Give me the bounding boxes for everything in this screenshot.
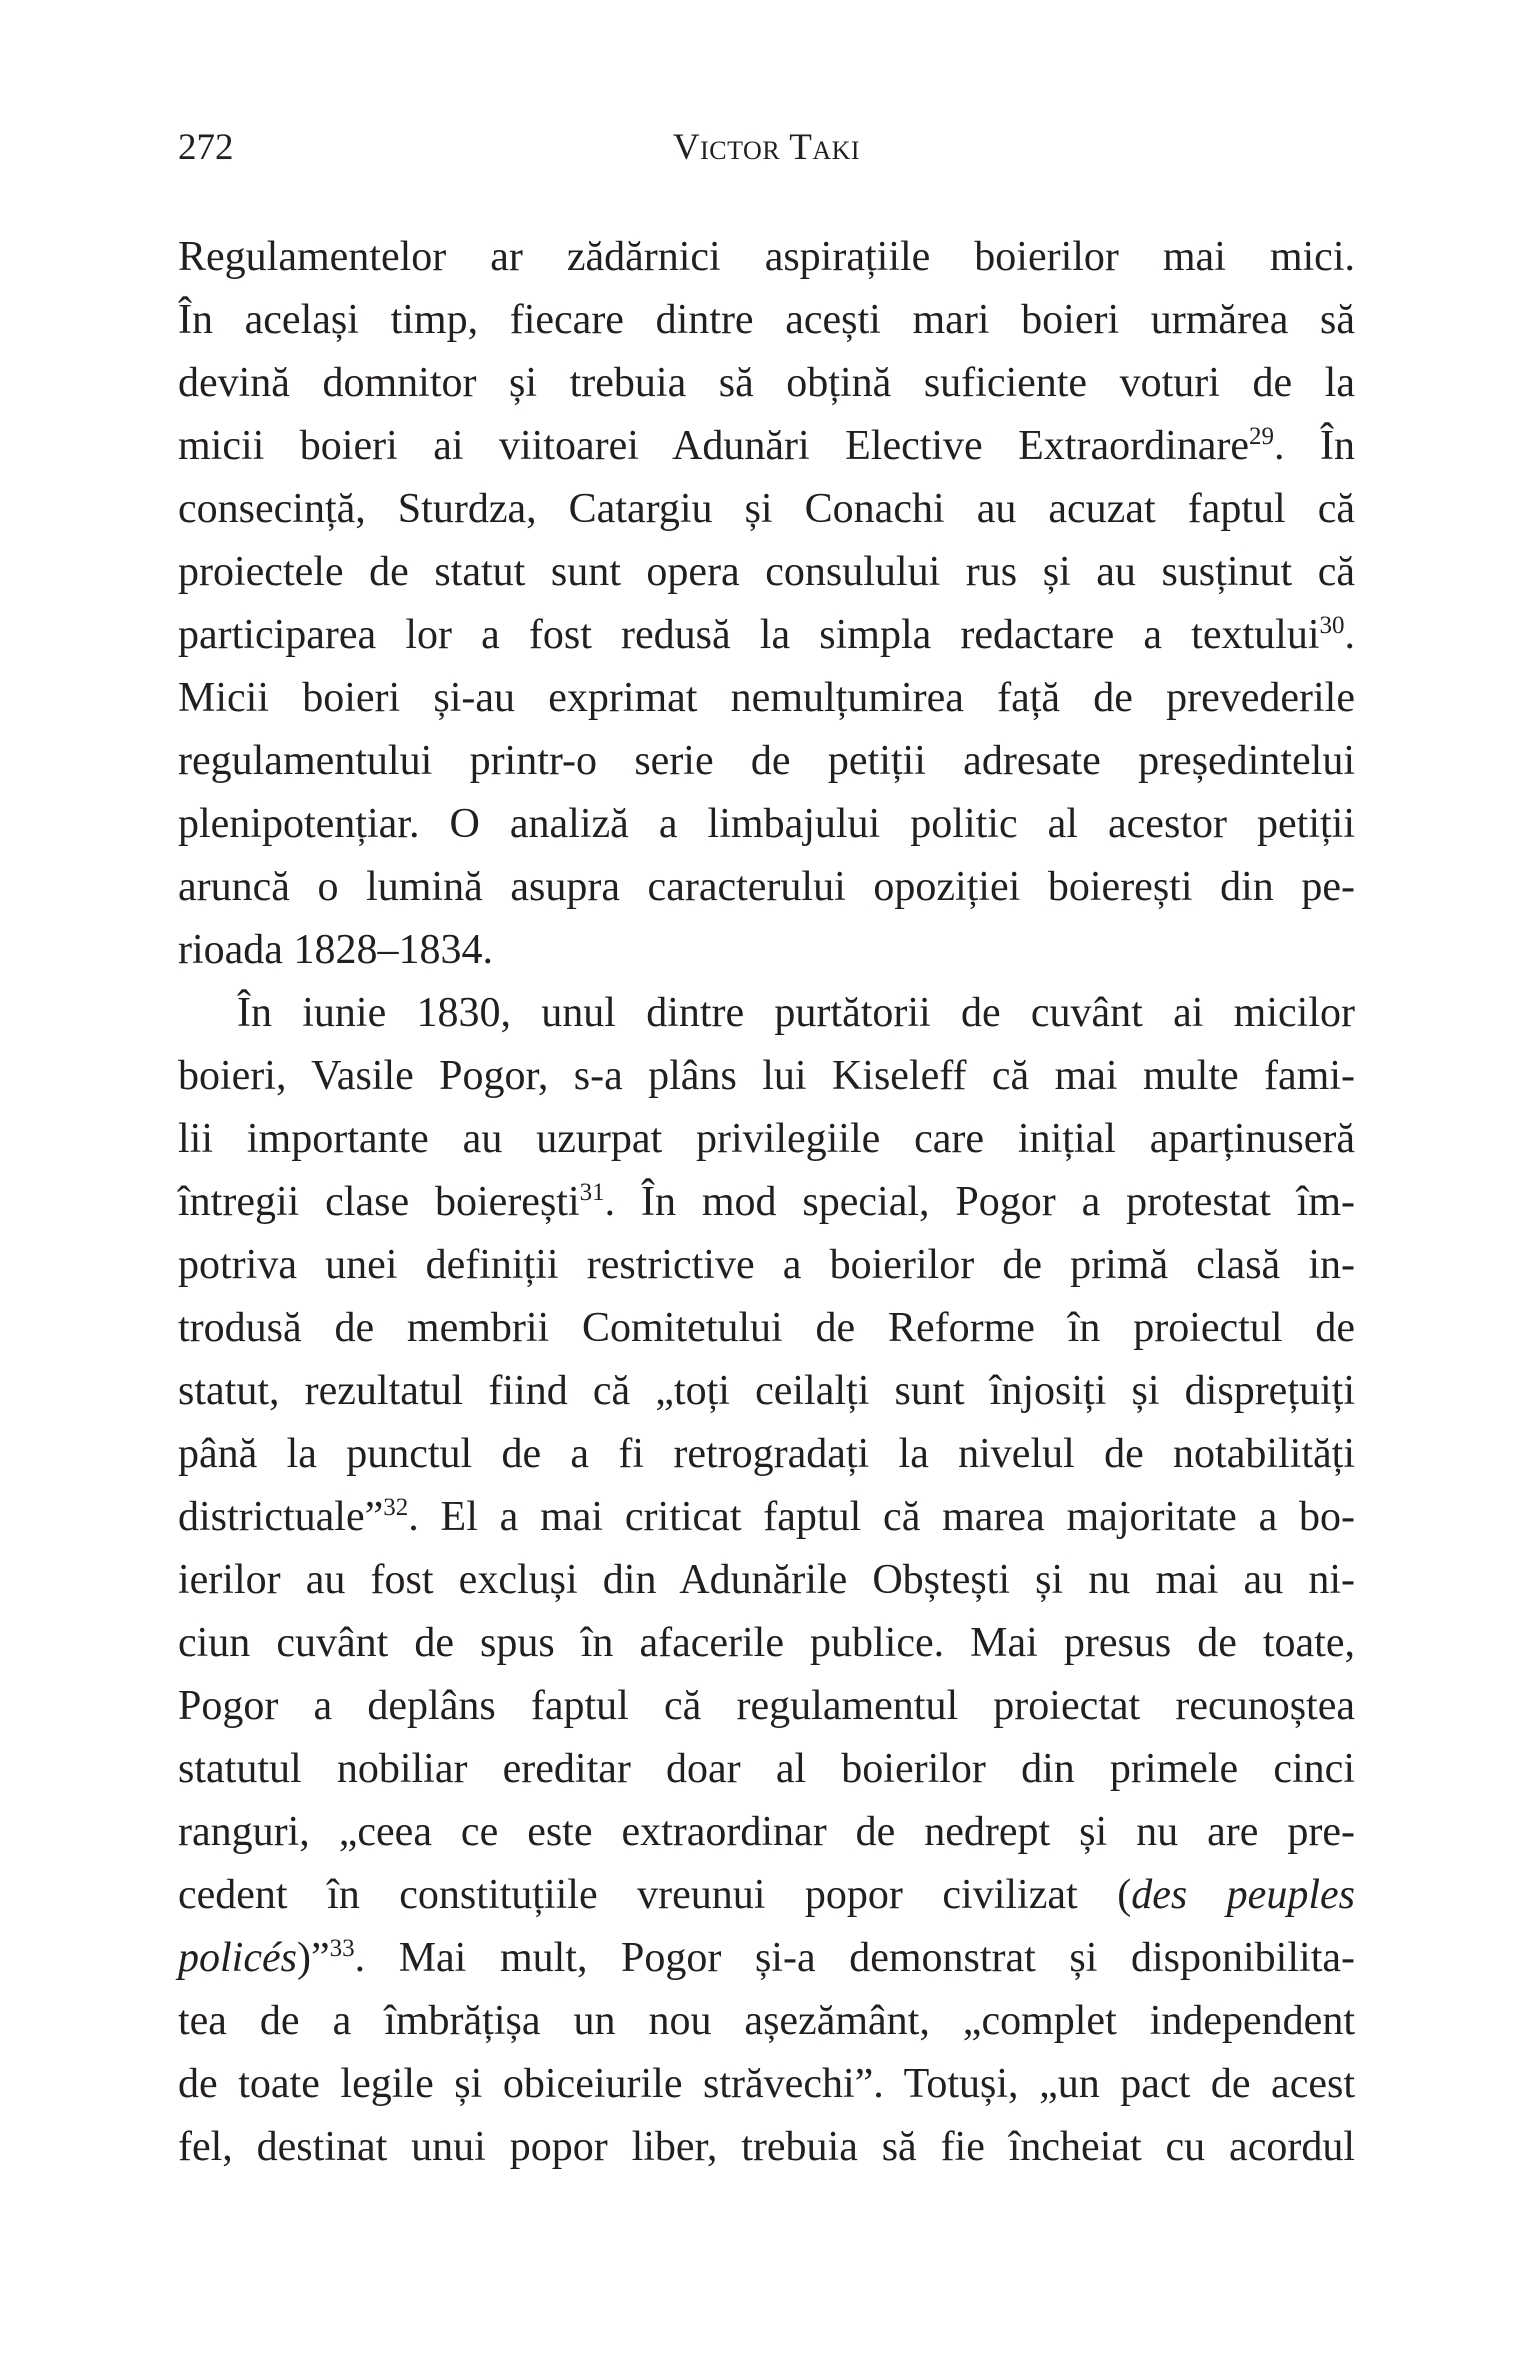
- text-line: [178, 1801, 1355, 1864]
- text-segment: regulamentului printr-o serie de petiții adresate președintelui: [178, 738, 1355, 784]
- text-line: [178, 1549, 1355, 1612]
- text-segment: tea de a îmbrățișa un nou așezământ, „complet independent: [178, 1998, 1355, 2044]
- text-line: [178, 352, 1355, 415]
- footnote-reference: 33: [329, 1935, 355, 1962]
- text-line: [178, 1738, 1355, 1801]
- text-segment: de toate legile și obiceiurile străvechi”. Totuși, „un pact de acest: [178, 2061, 1355, 2107]
- text-segment: ranguri, „ceea ce este extraordinar de nedrept și nu are pre-: [178, 1809, 1355, 1855]
- footnote-reference: 29: [1249, 423, 1275, 450]
- text-line: [178, 730, 1355, 793]
- text-segment: participarea lor a fost redusă la simpla redactare a textului: [178, 612, 1320, 658]
- text-segment: boieri, Vasile Pogor, s-a plâns lui Kiseleff că mai multe fami-: [178, 1053, 1355, 1099]
- text-segment: . În mod special, Pogor a protestat îm-: [604, 1179, 1355, 1225]
- text-segment: cedent în constituțiile vreunui popor civilizat (: [178, 1872, 1132, 1918]
- footnote-reference: 31: [579, 1179, 605, 1206]
- text-line: [178, 1990, 1355, 2053]
- text-segment: Regulamentelor ar zădărnici aspirațiile boierilor mai mici.: [178, 234, 1355, 280]
- text-segment: până la punctul de a fi retrogradați la nivelul de notabilități: [178, 1431, 1355, 1477]
- italic-phrase: policés: [178, 1935, 297, 1981]
- text-segment: Pogor a deplâns faptul că regulamentul proiectat recunoștea: [178, 1683, 1355, 1729]
- text-line: [178, 1171, 1355, 1234]
- text-line: [178, 1360, 1355, 1423]
- text-segment: potriva unei definiții restrictive a boierilor de primă clasă in-: [178, 1242, 1355, 1288]
- text-line: [178, 982, 1355, 1045]
- text-line: [178, 1486, 1355, 1549]
- text-segment: )”: [296, 1935, 330, 1981]
- text-segment: În același timp, fiecare dintre acești mari boieri urmărea să: [178, 297, 1355, 343]
- footnote-reference: 30: [1319, 612, 1345, 639]
- text-line: [178, 856, 1355, 919]
- text-segment: consecință, Sturdza, Catargiu și Conachi au acuzat faptul că: [178, 486, 1355, 532]
- text-segment: . El a mai criticat faptul că marea majoritate a bo-: [408, 1494, 1355, 1540]
- text-segment: micii boieri ai viitoarei Adunări Elective Extraordinare: [178, 423, 1250, 469]
- running-title-author: Victor Taki: [672, 127, 861, 168]
- text-segment: districtuale”: [178, 1494, 384, 1540]
- text-segment: . Mai mult, Pogor și-a demonstrat și disponibilita-: [354, 1935, 1355, 1981]
- text-segment: . În: [1274, 423, 1355, 469]
- text-line: [178, 1423, 1355, 1486]
- text-line: [178, 1612, 1355, 1675]
- text-segment: lii importante au uzurpat privilegiile care inițial aparținuseră: [178, 1116, 1355, 1162]
- text-segment: rioada 1828–1834.: [178, 927, 493, 973]
- text-segment: proiectele de statut sunt opera consulului rus și au susținut că: [178, 549, 1355, 595]
- text-line: [178, 2116, 1355, 2179]
- paragraph: [178, 226, 1355, 982]
- text-line: [178, 541, 1355, 604]
- text-line: [178, 793, 1355, 856]
- text-segment: .: [1344, 612, 1355, 658]
- text-line: [178, 667, 1355, 730]
- text-line: [178, 289, 1355, 352]
- text-line: [178, 604, 1355, 667]
- text-line: [178, 1675, 1355, 1738]
- text-line: [178, 415, 1355, 478]
- text-segment: trodusă de membrii Comitetului de Reforme în proiectul de: [178, 1305, 1355, 1351]
- text-segment: întregii clase boierești: [178, 1179, 580, 1225]
- text-line: [178, 1297, 1355, 1360]
- text-segment: ierilor au fost excluși din Adunările Obștești și nu mai au ni-: [178, 1557, 1355, 1603]
- text-line: [178, 1234, 1355, 1297]
- text-segment: aruncă o lumină asupra caracterului opoziției boierești din pe-: [178, 864, 1355, 910]
- text-segment: statutul nobiliar ereditar doar al boierilor din primele cinci: [178, 1746, 1355, 1792]
- text-line: [178, 919, 1355, 982]
- italic-phrase: des peuples: [1131, 1872, 1355, 1918]
- running-head: [178, 118, 1355, 178]
- text-line: [178, 1927, 1355, 1990]
- text-segment: devină domnitor și trebuia să obțină suficiente voturi de la: [178, 360, 1355, 406]
- text-line: [178, 478, 1355, 541]
- text-line: [178, 2053, 1355, 2116]
- page-number: 272: [178, 127, 234, 168]
- footnote-reference: 32: [383, 1494, 409, 1521]
- text-segment: În iunie 1830, unul dintre purtătorii de cuvânt ai micilor: [237, 990, 1355, 1036]
- text-segment: statut, rezultatul fiind că „toți ceilalți sunt înjosiți și disprețuiți: [178, 1368, 1355, 1414]
- text-segment: plenipotențiar. O analiză a limbajului politic al acestor petiții: [178, 801, 1355, 847]
- text-segment: Micii boieri și-au exprimat nemulțumirea față de prevederile: [178, 675, 1355, 721]
- text-line: [178, 1108, 1355, 1171]
- text-line: [178, 226, 1355, 289]
- body-text: [178, 226, 1355, 2179]
- paragraph: [178, 982, 1355, 2179]
- text-line: [178, 1864, 1355, 1927]
- text-line: [178, 1045, 1355, 1108]
- text-segment: fel, destinat unui popor liber, trebuia să fie încheiat cu acordul: [178, 2124, 1355, 2170]
- text-segment: ciun cuvânt de spus în afacerile publice. Mai presus de toate,: [178, 1620, 1355, 1666]
